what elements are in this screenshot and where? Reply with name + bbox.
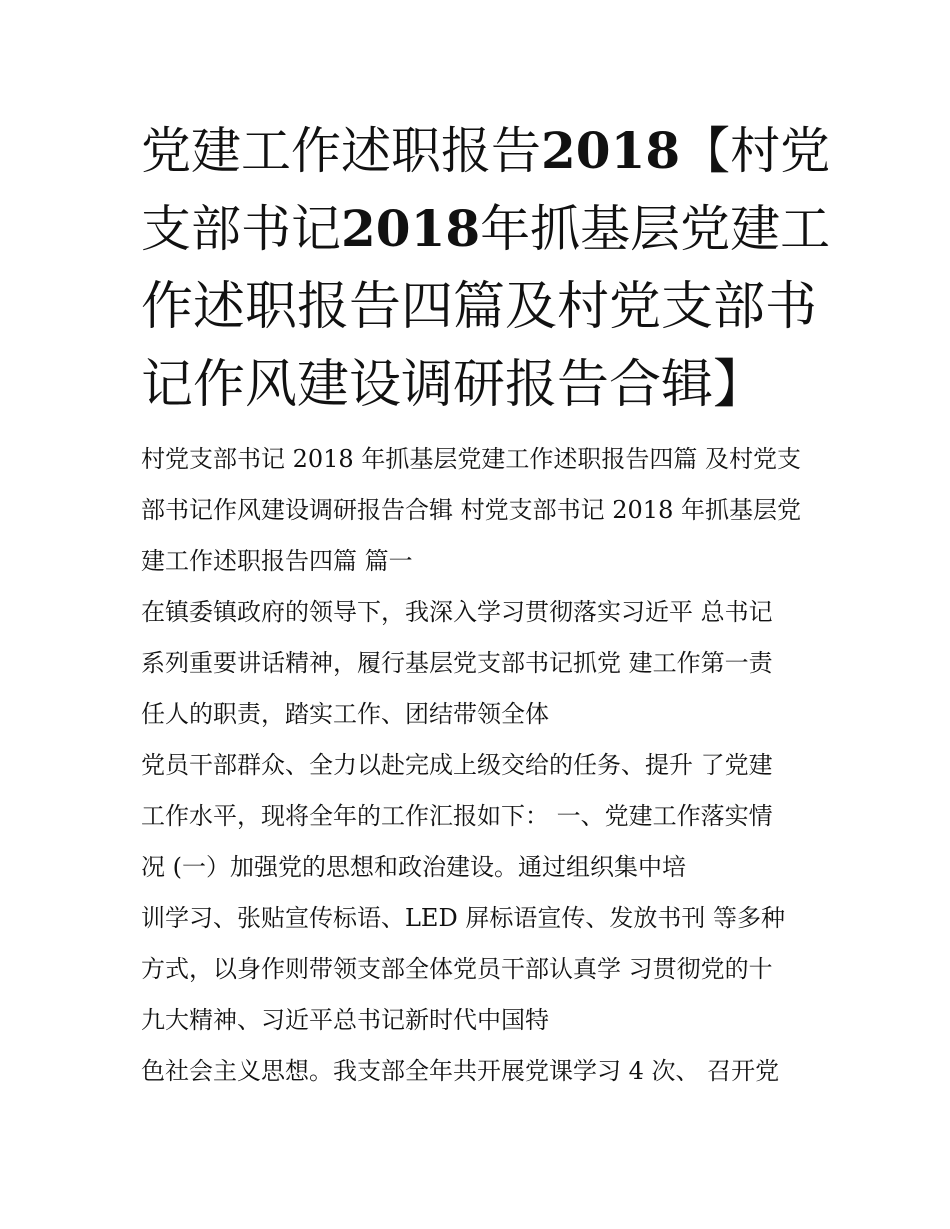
body-line-1: 村党支部书记 2018 年抓基层党建工作述职报告四篇 及村党支 [141,445,801,473]
title-line-3: 作述职报告四篇及村党支部书 [141,277,818,337]
body-line-6: 任人的职责，踏实工作、团结带领全体 [141,700,549,728]
body-line-7: 党员干部群众、全力以赴完成上级交给的任务、提升 了党建 [141,751,773,779]
body-line-13: 色社会主义思想。我支部全年共开展党课学习 4 次、 召开党 [141,1057,780,1085]
title-line-4: 记作风建设调研报告合辑】 [141,355,766,415]
title-line-2: 支部书记2018年抓基层党建工 [141,199,831,258]
title-line-1: 党建工作述职报告2018【村党 [141,121,831,180]
body-line-4: 在镇委镇政府的领导下，我深入学习贯彻落实习近平 总书记 [141,598,773,626]
body-line-5: 系列重要讲话精神，履行基层党支部书记抓党 建工作第一责 [141,649,773,677]
body-line-9: 况 (一）加强党的思想和政治建设。通过组织集中培 [141,853,686,881]
document-title [141,112,831,424]
body-line-8: 工作水平，现将全年的工作汇报如下： 一、党建工作落实情 [141,802,773,830]
body-line-12: 九大精神、习近平总书记新时代中国特 [141,1006,549,1034]
body-line-3: 建工作述职报告四篇 篇一 [141,547,413,575]
body-line-10: 训学习、张贴宣传标语、LED 屏标语宣传、发放书刊 等多种 [141,904,785,932]
body-line-11: 方式，以身作则带领支部全体党员干部认真学 习贯彻党的十 [141,955,773,983]
body-line-2: 部书记作风建设调研报告合辑 村党支部书记 2018 年抓基层党 [141,496,801,524]
document-body [141,434,821,1097]
